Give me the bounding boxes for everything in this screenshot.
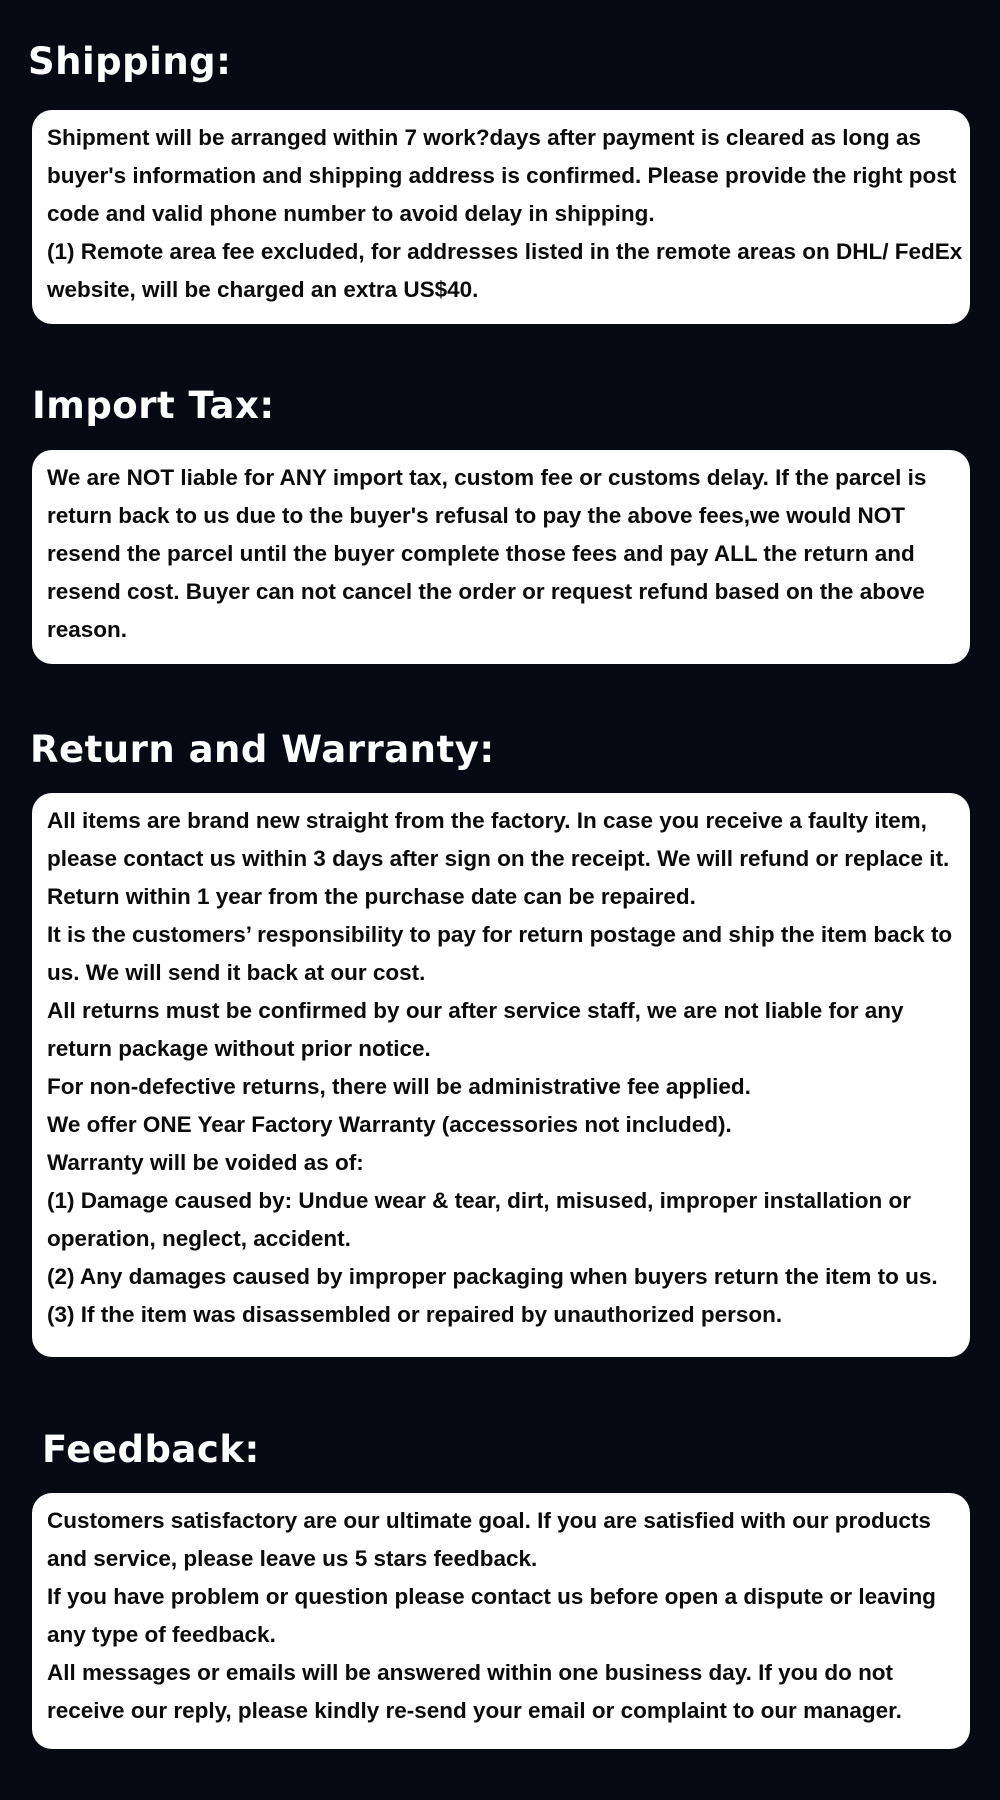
shipping-title: Shipping: (28, 40, 232, 83)
import-tax-text-line: We are NOT liable for ANY import tax, custom fee or customs delay. If the parcel is (47, 465, 927, 490)
import-tax-text-line: return back to us due to the buyer's refusal to pay the above fees,we would NOT (47, 503, 906, 528)
feedback-text-line: If you have problem or question please contact us before open a dispute or leaving (47, 1584, 936, 1609)
return-warranty-text-line: We offer ONE Year Factory Warranty (accessories not included). (47, 1112, 732, 1137)
return-warranty-text-line: Return within 1 year from the purchase date can be repaired. (47, 884, 696, 909)
feedback-card (32, 1493, 970, 1749)
return-warranty-text-line: us. We will send it back at our cost. (47, 960, 426, 985)
shipping-card (32, 110, 970, 324)
return-warranty-title: Return and Warranty: (30, 728, 495, 771)
return-warranty-text-line: operation, neglect, accident. (47, 1226, 351, 1251)
import-tax-title: Import Tax: (32, 384, 275, 427)
shipping-text-line: (1) Remote area fee excluded, for addresses listed in the remote areas on DHL/ FedEx (47, 239, 963, 264)
return-warranty-text-line: please contact us within 3 days after sign on the receipt. We will refund or replace it. (47, 846, 950, 871)
return-warranty-text-line: return package without prior notice. (47, 1036, 431, 1061)
return-warranty-text-line: (3) If the item was disassembled or repaired by unauthorized person. (47, 1302, 783, 1327)
return-warranty-text-line: Warranty will be voided as of: (47, 1150, 364, 1175)
import-tax-text-line: resend cost. Buyer can not cancel the order or request refund based on the above (47, 579, 925, 604)
return-warranty-text-line: (1) Damage caused by: Undue wear & tear, dirt, misused, improper installation or (47, 1188, 911, 1213)
feedback-text-line: and service, please leave us 5 stars feedback. (47, 1546, 538, 1571)
return-warranty-text-line: It is the customers’ responsibility to pay for return postage and ship the item back to (47, 922, 953, 947)
import-tax-card (32, 450, 970, 664)
import-tax-text-line: resend the parcel until the buyer complete those fees and pay ALL the return and (47, 541, 915, 566)
shipping-text-line: buyer's information and shipping address is confirmed. Please provide the right post (47, 163, 957, 188)
return-warranty-text-line: (2) Any damages caused by improper packaging when buyers return the item to us. (47, 1264, 938, 1289)
shipping-text-line: website, will be charged an extra US$40. (47, 277, 479, 302)
return-warranty-text-line: All returns must be confirmed by our after service staff, we are not liable for any (47, 998, 904, 1023)
return-warranty-card (32, 793, 970, 1357)
import-tax-text-line: reason. (47, 617, 128, 642)
feedback-text-line: Customers satisfactory are our ultimate goal. If you are satisfied with our products (47, 1508, 931, 1533)
return-warranty-text-line: For non-defective returns, there will be administrative fee applied. (47, 1074, 751, 1099)
return-warranty-text-line: All items are brand new straight from the factory. In case you receive a faulty item, (47, 808, 927, 833)
feedback-text-line: All messages or emails will be answered within one business day. If you do not (47, 1660, 894, 1685)
shipping-text-line: Shipment will be arranged within 7 work?days after payment is cleared as long as (47, 125, 922, 150)
feedback-text-line: any type of feedback. (47, 1622, 276, 1647)
feedback-text-line: receive our reply, please kindly re-send your email or complaint to our manager. (47, 1698, 902, 1723)
shipping-text-line: code and valid phone number to avoid delay in shipping. (47, 201, 655, 226)
feedback-title: Feedback: (42, 1428, 260, 1471)
